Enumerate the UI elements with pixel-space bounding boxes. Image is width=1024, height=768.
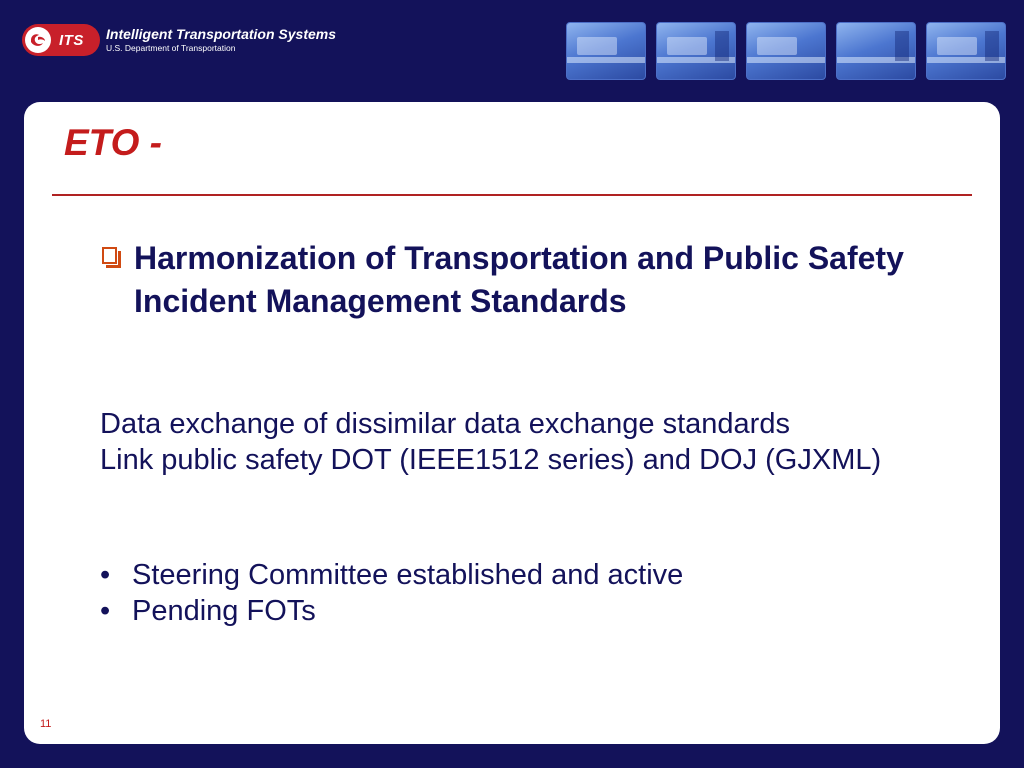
org-dept: U.S. Department of Transportation [106, 42, 236, 53]
list-item [100, 593, 1000, 629]
heading-item [102, 237, 982, 323]
bullet-list [100, 557, 1000, 629]
page-number: 11 [40, 718, 52, 730]
header-photos [566, 22, 1006, 80]
body-text [100, 406, 1000, 478]
logo-text: ITS [59, 31, 84, 49]
body-line: Link public safety DOT (IEEE1512 series) and DOJ (GJXML) [100, 444, 882, 476]
list-item [100, 557, 1000, 593]
its-logo [22, 24, 336, 56]
body-line: Data exchange of dissimilar data exchange standards [100, 408, 790, 440]
header-photo-tunnel [566, 22, 646, 80]
org-name: Intelligent Transportation Systems [106, 26, 337, 43]
bullet-dot-icon: • [100, 559, 111, 591]
header [0, 0, 1024, 100]
header-photo-truck [926, 22, 1006, 80]
org-title [106, 27, 336, 53]
its-logo-icon [22, 24, 100, 56]
title-divider [52, 194, 972, 196]
bullet-text: Steering Committee established and active [132, 559, 684, 591]
header-photo-highway [746, 22, 826, 80]
logo-swirl-icon [25, 27, 51, 53]
bullet-text: Pending FOTs [132, 595, 316, 627]
header-photo-traffic [836, 22, 916, 80]
bullet-dot-icon: • [100, 595, 111, 627]
checkbox-bullet-icon [102, 247, 117, 264]
slide-title: ETO - [64, 122, 162, 163]
section-heading: Harmonization of Transportation and Public Safety Incident Management Standards [134, 240, 904, 319]
header-photo-ambulance [656, 22, 736, 80]
slide-content [24, 102, 1000, 744]
